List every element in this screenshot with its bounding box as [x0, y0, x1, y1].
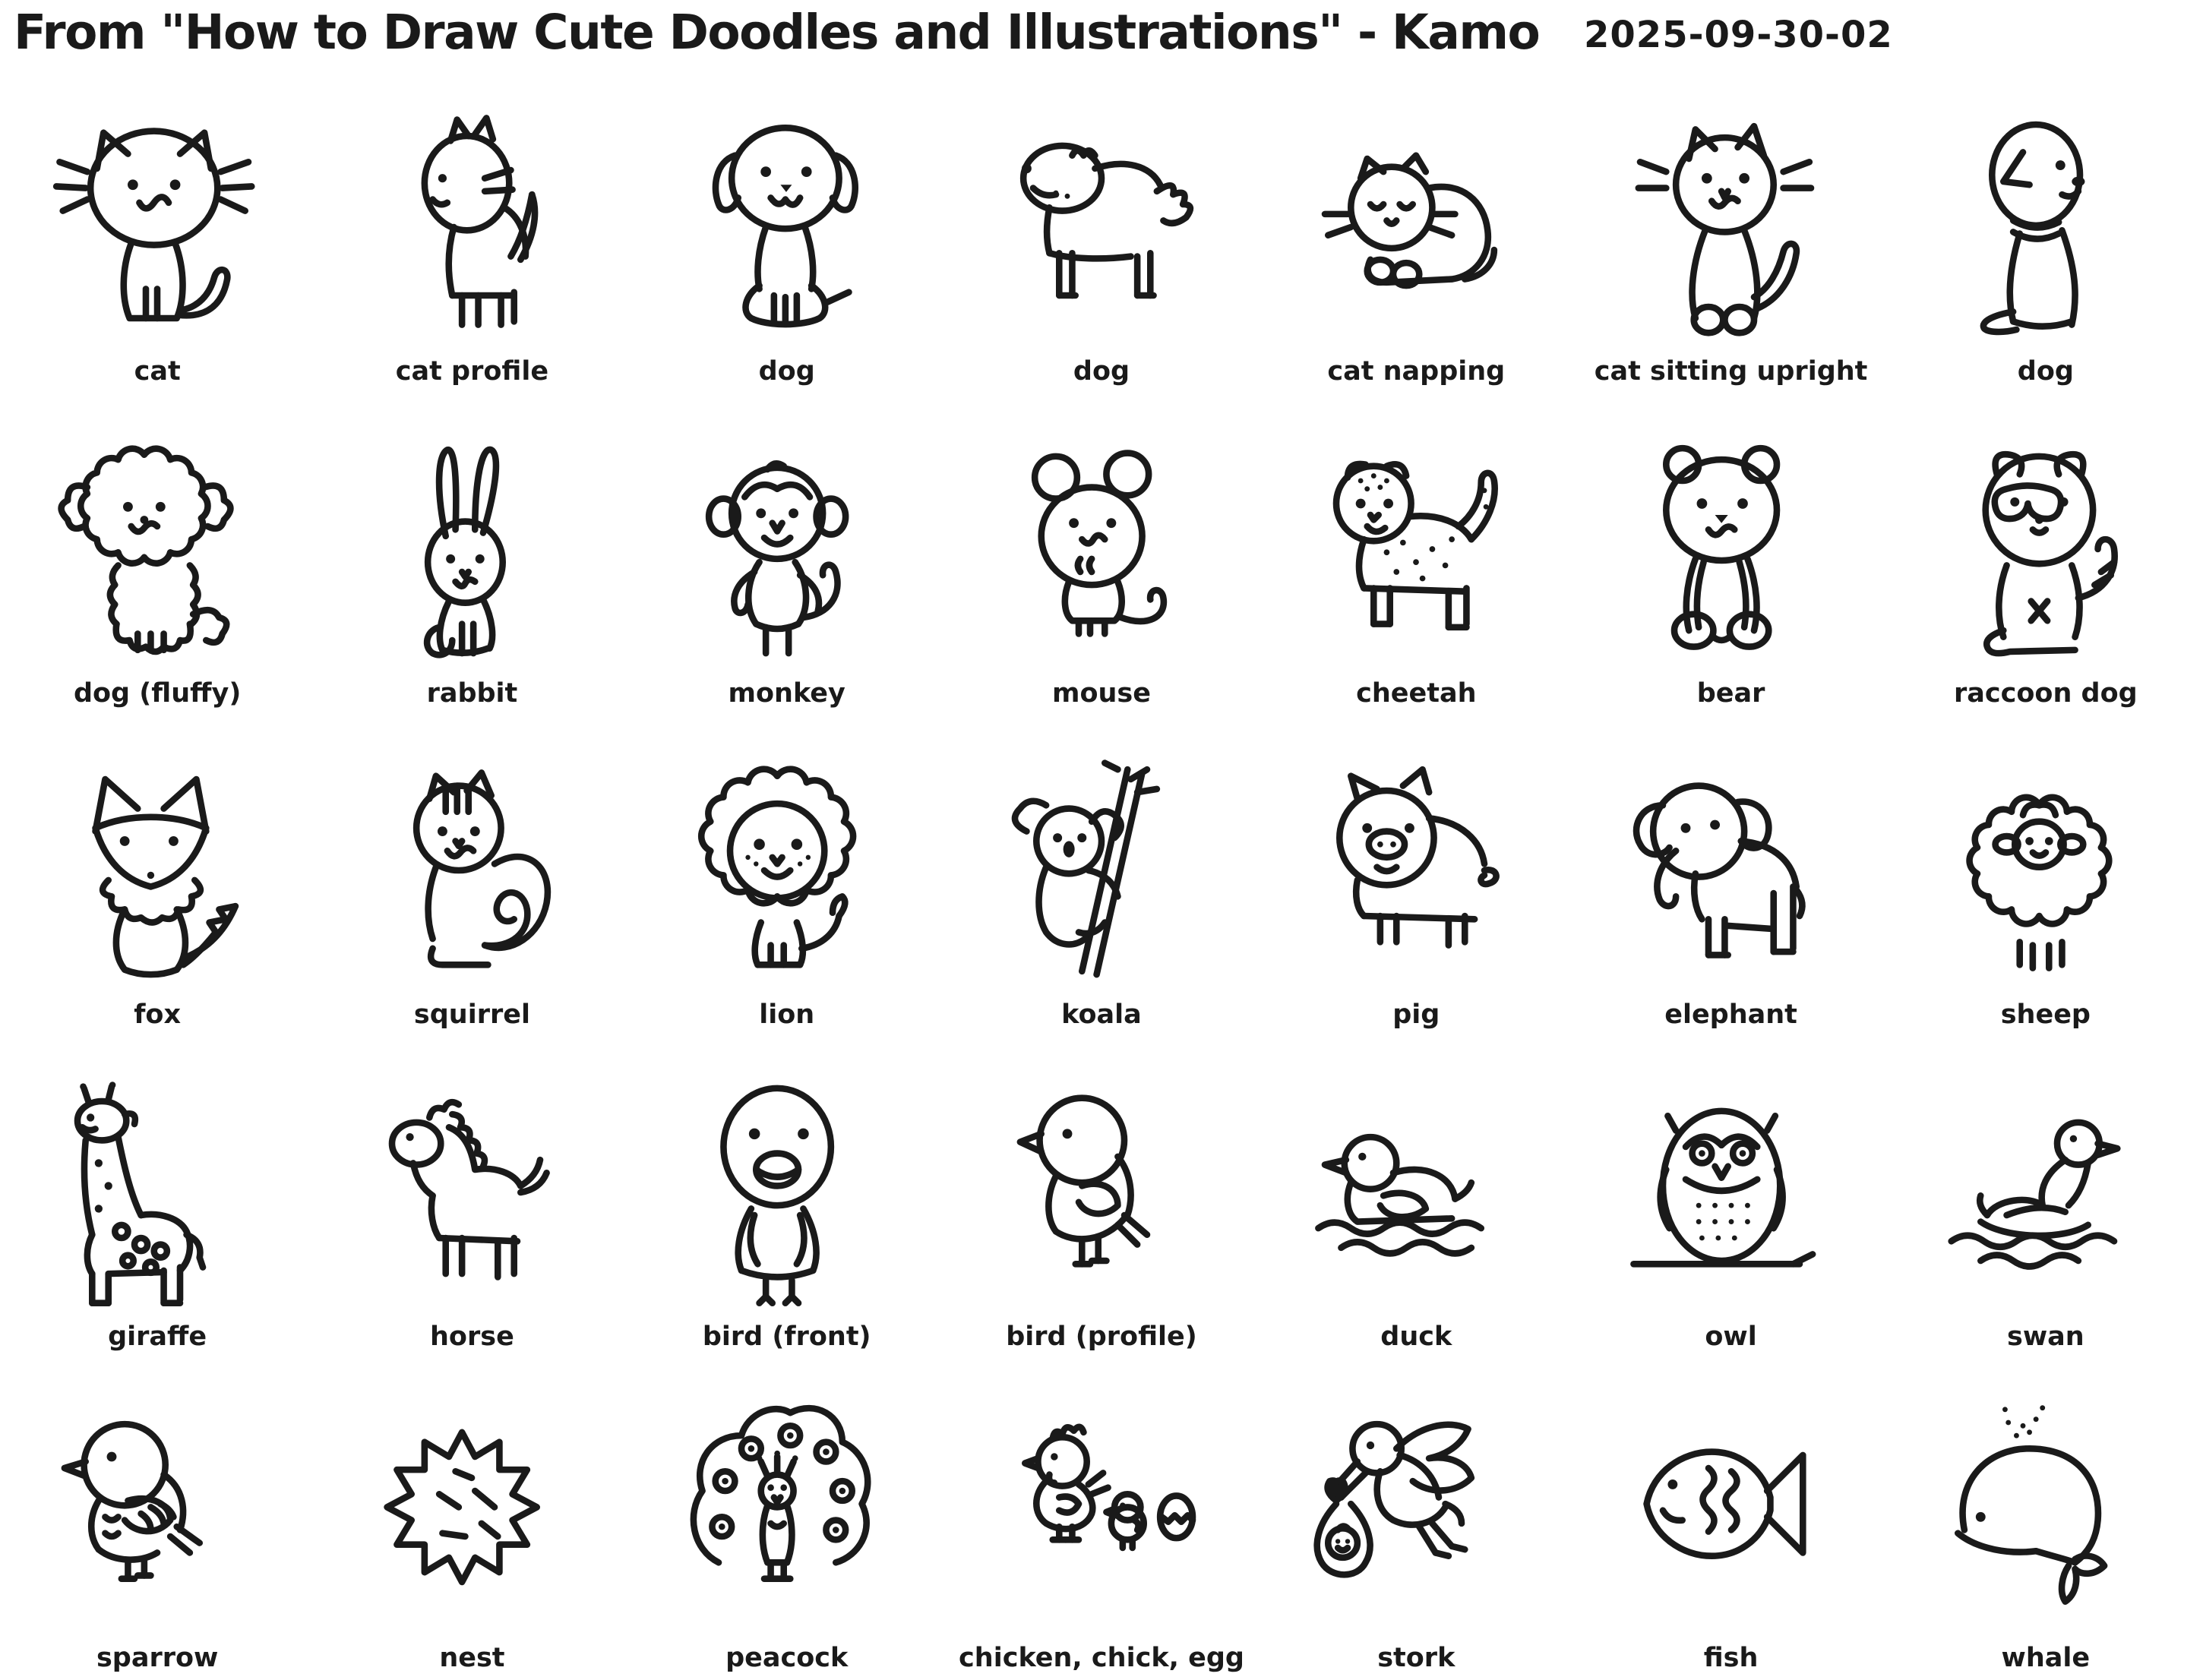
cat-profile-doodle-icon: [358, 102, 586, 352]
bear-doodle-icon: [1617, 424, 1845, 674]
doodle-label: koala: [1061, 999, 1142, 1031]
nest-doodle-icon: [358, 1388, 586, 1639]
cheetah-doodle-icon: [1302, 424, 1530, 674]
doodle-label: nest: [439, 1642, 505, 1673]
swan-doodle-icon: [1932, 1067, 2160, 1318]
cell-sheep: [1889, 715, 2203, 1037]
cell-koala: [944, 715, 1259, 1037]
cell-fox: [0, 715, 314, 1037]
doodle-label: duck: [1380, 1321, 1452, 1352]
cell-dog-front: [630, 72, 944, 393]
mouse-doodle-icon: [988, 424, 1215, 674]
cell-fish: [1573, 1359, 1888, 1680]
doodle-label: fish: [1703, 1642, 1759, 1673]
owl-doodle-icon: [1617, 1067, 1845, 1318]
cell-monkey: [630, 393, 944, 715]
cell-peacock: [630, 1359, 944, 1680]
cell-swan: [1889, 1037, 2203, 1358]
bird-profile-doodle-icon: [988, 1067, 1215, 1318]
cell-pig: [1259, 715, 1573, 1037]
doodle-label: bird (profile): [1006, 1321, 1197, 1352]
doodle-label: peacock: [725, 1642, 849, 1673]
cell-bear: [1573, 393, 1888, 715]
cell-nest: [314, 1359, 629, 1680]
sheep-doodle-icon: [1932, 745, 2160, 996]
doodle-label: sparrow: [96, 1642, 219, 1673]
date-label: 2025-09-30-02: [1584, 14, 1893, 56]
doodle-label: dog (fluffy): [73, 677, 242, 709]
peacock-doodle-icon: [673, 1388, 901, 1639]
doodle-label: lion: [759, 999, 815, 1031]
fox-doodle-icon: [43, 745, 271, 996]
doodle-label: bear: [1696, 677, 1765, 709]
doodle-label: stork: [1377, 1642, 1455, 1673]
cat-front-doodle-icon: [43, 102, 271, 352]
cell-cat-sitting-upright: [1573, 72, 1888, 393]
doodle-label: owl: [1705, 1321, 1757, 1352]
whale-doodle-icon: [1932, 1388, 2160, 1639]
cell-elephant: [1573, 715, 1888, 1037]
elephant-doodle-icon: [1617, 745, 1845, 996]
cell-cat-profile: [314, 72, 629, 393]
cell-mouse: [944, 393, 1259, 715]
cell-owl: [1573, 1037, 1888, 1358]
cell-dog-profile: [944, 72, 1259, 393]
pig-doodle-icon: [1302, 745, 1530, 996]
doodle-label: chicken, chick, egg: [959, 1642, 1244, 1673]
doodle-label: swan: [2006, 1321, 2084, 1352]
stork-doodle-icon: [1302, 1388, 1530, 1639]
doodle-label: cat: [134, 356, 181, 387]
doodle-label: giraffe: [108, 1321, 207, 1352]
raccoon-dog-doodle-icon: [1932, 424, 2160, 674]
doodle-label: elephant: [1664, 999, 1797, 1031]
cell-cheetah: [1259, 393, 1573, 715]
doodle-label: pig: [1392, 999, 1440, 1031]
doodle-label: cat sitting upright: [1594, 356, 1868, 387]
doodle-label: cat napping: [1327, 356, 1506, 387]
cell-fluffy-dog: [0, 393, 314, 715]
cat-sitting-upright-doodle-icon: [1617, 102, 1845, 352]
fish-doodle-icon: [1617, 1388, 1845, 1639]
cell-chicken-chick-egg: [944, 1359, 1259, 1680]
dog-front-doodle-icon: [673, 102, 901, 352]
cat-napping-doodle-icon: [1302, 102, 1530, 352]
cell-stork: [1259, 1359, 1573, 1680]
lion-doodle-icon: [673, 745, 901, 996]
doodle-label: cheetah: [1356, 677, 1477, 709]
cell-duck: [1259, 1037, 1573, 1358]
doodle-label: mouse: [1051, 677, 1151, 709]
bird-front-doodle-icon: [673, 1067, 901, 1318]
dog-profile-doodle-icon: [988, 102, 1215, 352]
sparrow-doodle-icon: [43, 1388, 271, 1639]
cell-bird-profile: [944, 1037, 1259, 1358]
cell-horse: [314, 1037, 629, 1358]
doodle-label: dog: [758, 356, 815, 387]
cell-lion: [630, 715, 944, 1037]
cell-sparrow: [0, 1359, 314, 1680]
dog-seated-doodle-icon: [1932, 102, 2160, 352]
doodle-label: squirrel: [413, 999, 530, 1031]
doodle-label: bird (front): [702, 1321, 871, 1352]
monkey-doodle-icon: [673, 424, 901, 674]
doodle-label: horse: [430, 1321, 514, 1352]
doodle-label: raccoon dog: [1953, 677, 2138, 709]
cell-whale: [1889, 1359, 2203, 1680]
doodle-label: whale: [2001, 1642, 2091, 1673]
cell-rabbit: [314, 393, 629, 715]
cell-giraffe: [0, 1037, 314, 1358]
chicken-chick-egg-doodle-icon: [988, 1388, 1215, 1639]
cell-cat-napping: [1259, 72, 1573, 393]
doodle-label: dog: [1073, 356, 1130, 387]
doodle-label: monkey: [728, 677, 845, 709]
rabbit-doodle-icon: [358, 424, 586, 674]
duck-doodle-icon: [1302, 1067, 1530, 1318]
cell-cat: [0, 72, 314, 393]
doodle-label: cat profile: [395, 356, 549, 387]
cell-squirrel: [314, 715, 629, 1037]
fluffy-dog-doodle-icon: [43, 424, 271, 674]
doodle-label: fox: [134, 999, 182, 1031]
horse-doodle-icon: [358, 1067, 586, 1318]
doodle-label: dog: [2017, 356, 2074, 387]
squirrel-doodle-icon: [358, 745, 586, 996]
giraffe-doodle-icon: [43, 1067, 271, 1318]
doodle-grid: [0, 72, 2203, 1680]
cell-raccoon-dog: [1889, 393, 2203, 715]
doodle-label: sheep: [2000, 999, 2091, 1031]
cell-bird-front: [630, 1037, 944, 1358]
page-title: From "How to Draw Cute Doodles and Illustrations" - Kamo: [14, 5, 1540, 60]
cell-dog-seated: [1889, 72, 2203, 393]
doodle-label: rabbit: [426, 677, 518, 709]
koala-doodle-icon: [988, 745, 1215, 996]
